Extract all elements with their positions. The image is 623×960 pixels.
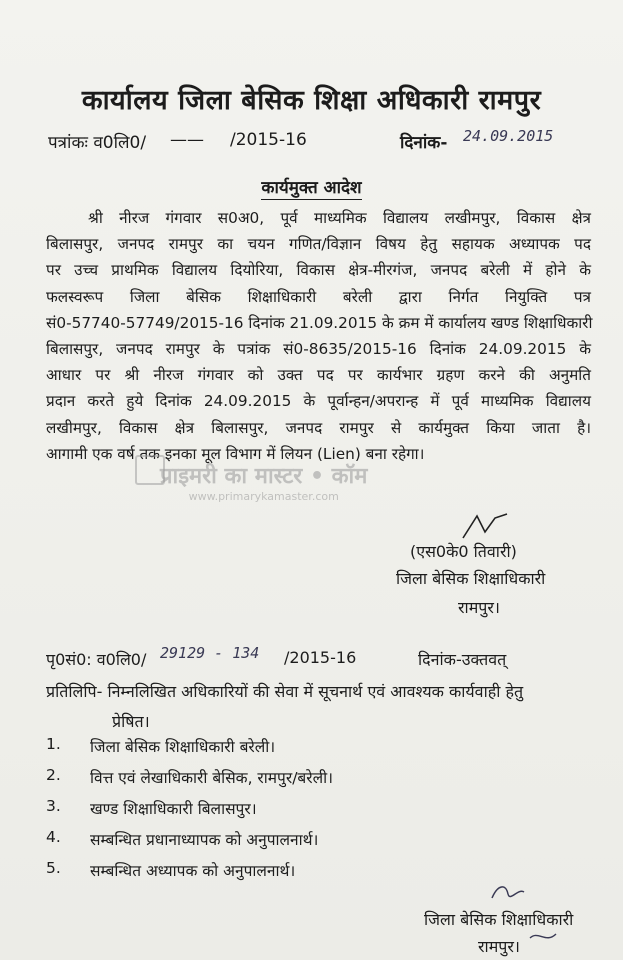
watermark xyxy=(160,460,367,503)
letter-date-label: दिनांक- xyxy=(400,133,448,153)
body-line: बिलासपुर, जनपद रामपुर का चयन गणित/विज्ञान विषय हेतु सहायक अध्यापक पद xyxy=(46,235,591,254)
endorsement-date: दिनांक-उक्तवत् xyxy=(418,650,507,669)
office-title: कार्यालय जिला बेसिक शिक्षा अधिकारी रामपुर xyxy=(81,85,542,116)
footer-scribble xyxy=(528,928,558,946)
body-line: श्री नीरज गंगवार स0अ0, पूर्व माध्यमिक विद्यालय लखीमपुर, विकास क्षेत्र xyxy=(88,209,591,227)
order-body xyxy=(46,205,591,467)
copy-to-line: प्रतिलिपि- निम्नलिखित अधिकारियों की सेवा में सूचनार्थ एवं आवश्यक कार्यवाही हेतु xyxy=(46,682,524,701)
endorsement-ref-number: 29129 - 134 xyxy=(160,644,260,662)
footer-designation: जिला बेसिक शिक्षाधिकारी xyxy=(424,910,574,929)
letter-ref-label: पत्रांकः व0लि0/ xyxy=(48,133,147,153)
body-line: पर उच्च प्राथमिक विद्यालय दियोरिया, विकास क्षेत्र-मीरगंज, जनपद बरेली में होने के xyxy=(46,261,591,280)
body-line: सं0-57740-57749/2015-16 दिनांक 21.09.2015 के क्रम में कार्यालय खण्ड शिक्षाधिकारी xyxy=(46,313,593,332)
endorsement-year: /2015-16 xyxy=(284,648,357,667)
body-line: फलस्वरूप जिला बेसिक शिक्षाधिकारी बरेली द्वारा निर्गत नियुक्ति पत्र xyxy=(46,287,591,306)
letter-ref-year: /2015-16 xyxy=(230,130,307,150)
signatory-designation: जिला बेसिक शिक्षाधिकारी xyxy=(396,569,546,588)
copy-to-line-2: प्रेषित। xyxy=(112,712,150,731)
endorsement-ref-label: पृ0सं0: व0लि0/ xyxy=(46,650,147,669)
initials-mark xyxy=(488,880,528,906)
footer-place: रामपुर। xyxy=(478,937,520,956)
body-line: आगामी एक वर्ष तक इनका मूल विभाग में लियन (Lien) बना रहेगा। xyxy=(46,444,425,463)
order-heading: कार्यमुक्त आदेश xyxy=(261,178,362,198)
letter-date-value: 24.09.2015 xyxy=(463,127,554,145)
body-line: बिलासपुर, जनपद रामपुर के पत्रांक सं0-8635/2015-16 दिनांक 24.09.2015 के xyxy=(46,340,591,359)
signatory-place: रामपुर। xyxy=(458,598,500,617)
body-line: आधार पर श्री नीरज गंगवार को उक्त पद पर कार्यभार ग्रहण करने की अनुमति xyxy=(46,366,591,385)
watermark-text: प्राइमरी का मास्टर • कॉम xyxy=(160,464,368,489)
watermark-url: www.primarykamaster.com xyxy=(188,490,339,503)
body-line: लखीमपुर, विकास क्षेत्र बिलासपुर, जनपद रामपुर से कार्यमुक्त किया जाता है। xyxy=(46,418,591,437)
body-line: प्रदान करते हुये दिनांक 24.09.2015 के पूर्वान्हन/अपरान्ह में पूर्व माध्यमिक विद्यालय xyxy=(46,392,591,411)
signature-mark xyxy=(455,512,515,542)
signatory-name: (एस0के0 तिवारी) xyxy=(410,542,517,561)
document-page: कार्यालय जिला बेसिक शिक्षा अधिकारी रामपुर पत्रांकः व0लि0/ —— /2015-16 दिनांक- 24.09.2015 कार्यमुक्त आदेश श्री नीरज गंगवार स0अ0, पूर्व माध्यमिक विद्यालय लखीमपुर, विकास क्षेत्र बिलासपुर, जनपद रामपुर का चयन गणित/विज्ञान विषय हेतु सहायक अध्यापक पद पर उच्च प्राथमिक विद्यालय दियोरिया, विकास क्षेत्र-मीरगंज, जनपद बरेली में होने के फलस्वरूप जिला बेसिक शिक्षाधिकारी बरेली द्वारा निर्गत नियुक्ति पत्र सं0-57740-57749/2015-16 दिनांक 21.09.2015 के क्रम में कार्यालय खण्ड शिक्षाधिकारी बिलासपुर, जनपद रामपुर के पत्रांक सं0-8635/2015-16 दिनांक 24.09.2015 के आधार पर श्री नीरज गंगवार को उक्त पद पर कार्यभार ग्रहण करने की अनुमति प्रदान करते हुये दिनांक 24.09.2015 के पूर्वान्हन/अपरान्ह में पूर्व माध्यमिक विद्यालय लखीमपुर, विकास क्षेत्र बिलासपुर, जनपद रामपुर से कार्यमुक्त किया जाता है। आगामी एक वर्ष तक इनका मूल विभाग में लियन (Lien) बना रहेगा। प्राइमरी का मास्टर • कॉम www.primarykamaster.com (एस0के0 तिवारी) जिला बेसिक शिक्षाधिकारी रामपुर। पृ0सं0: व0लि0/ 29129 - 134 /2015-16 दिनांक-उक्तवत् प्रतिलिपि- निम्नलिखित अधिकारियों की सेवा में सूचनार्थ एवं आवश्यक कार्यवाही हेतु प्रेषित। 1. जिला बेसिक शिक्षाधिकारी बरेली। 2. वित्त एवं लेखाधिकारी बेसिक, रामपुर/बरेली। 3. खण्ड शिक्षाधिकारी बिलासपुर। 4. सम्बन्धित प्रधानाध्यापक को अनुपालनार्थ। 5. सम्बन्धित अध्यापक को अनुपालनार्थ। जिला बेसिक शिक्षाधिकारी रामपुर। xyxy=(0,0,623,960)
letter-ref-blank: —— xyxy=(170,130,204,150)
